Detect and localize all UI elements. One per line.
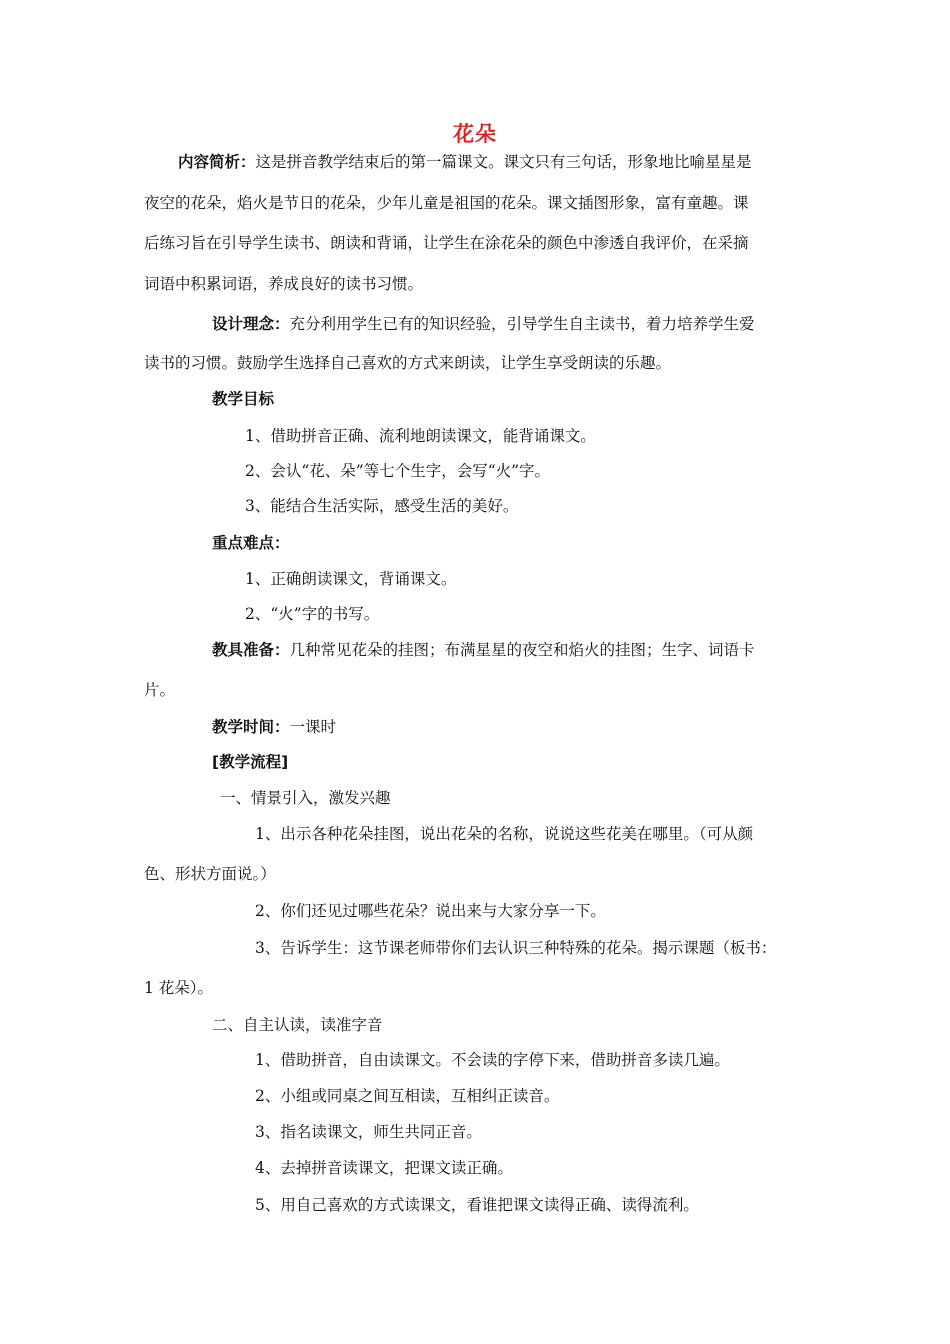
time-label: 教学时间：	[212, 718, 290, 736]
summary-line-3: 后练习旨在引导学生读书、朗读和背诵，让学生在涂花朵的颜色中渗透自我评价，在采摘	[144, 234, 749, 252]
materials-text-1: 几种常见花朵的挂图；布满星星的夜空和焰火的挂图；生字、词语卡	[289, 641, 755, 659]
goals-heading: 教学目标	[212, 390, 275, 408]
section1-item3-line2: 1 花朵）。	[144, 979, 214, 997]
summary-line-2: 夜空的花朵，焰火是节日的花朵，少年儿童是祖国的花朵。课文插图形象，富有童趣。课	[144, 194, 749, 212]
time-line	[212, 717, 336, 737]
summary-line-4: 词语中积累词语，养成良好的读书习惯。	[144, 275, 424, 293]
summary-label: 内容简析：	[178, 153, 256, 171]
section2-item-2: 2、小组或同桌之间互相读，互相纠正读音。	[255, 1087, 560, 1105]
materials-line-1	[212, 640, 755, 660]
goal-item-2: 2、会认“花、朵”等七个生字，会写“火”字。	[245, 462, 551, 480]
key-points-heading: 重点难点：	[212, 534, 290, 552]
summary-text-1: 这是拼音教学结束后的第一篇课文。课文只有三句话，形象地比喻星星是	[255, 153, 752, 171]
design-label: 设计理念：	[212, 315, 290, 333]
materials-label: 教具准备：	[212, 641, 290, 659]
time-value: 一课时	[289, 718, 337, 736]
design-text-1: 充分利用学生已有的知识经验，引导学生自主读书，着力培养学生爱	[289, 315, 755, 333]
materials-line-2: 片。	[144, 681, 176, 699]
page-title: 花朵	[453, 122, 497, 146]
key-point-item-1: 1、正确朗读课文，背诵课文。	[245, 570, 457, 588]
section2-item-3: 3、指名读课文，师生共同正音。	[255, 1123, 482, 1141]
section2-item-5: 5、用自己喜欢的方式读课文，看谁把课文读得正确、读得流利。	[255, 1196, 699, 1214]
section1-item1-line1: 1、出示各种花朵挂图，说出花朵的名称，说说这些花美在哪里。（可从颜	[255, 825, 754, 843]
goal-item-3: 3、能结合生活实际，感受生活的美好。	[245, 497, 519, 515]
key-point-item-2: 2、“火”字的书写。	[245, 605, 380, 623]
section1-item1-line2: 色、形状方面说。）	[144, 865, 276, 883]
section2-item-1: 1、借助拼音，自由读课文。不会读的字停下来，借助拼音多读几遍。	[255, 1051, 730, 1069]
section1-item2: 2、你们还见过哪些花朵？说出来与大家分享一下。	[255, 902, 606, 920]
process-heading: [教学流程]	[212, 753, 289, 771]
design-line-1	[212, 314, 755, 334]
section1-heading: 一、情景引入，激发兴趣	[220, 789, 391, 807]
design-line-2: 读书的习惯。鼓励学生选择自己喜欢的方式来朗读，让学生享受朗读的乐趣。	[144, 354, 672, 372]
section1-item3-line1: 3、告诉学生：这节课老师带你们去认识三种特殊的花朵。揭示课题（板书：	[255, 939, 777, 957]
section2-item-4: 4、去掉拼音读课文，把课文读正确。	[255, 1159, 513, 1177]
section2-heading: 二、自主认读，读准字音	[212, 1016, 383, 1034]
goal-item-1: 1、借助拼音正确、流利地朗读课文，能背诵课文。	[245, 427, 596, 445]
summary-line-1	[178, 152, 752, 172]
